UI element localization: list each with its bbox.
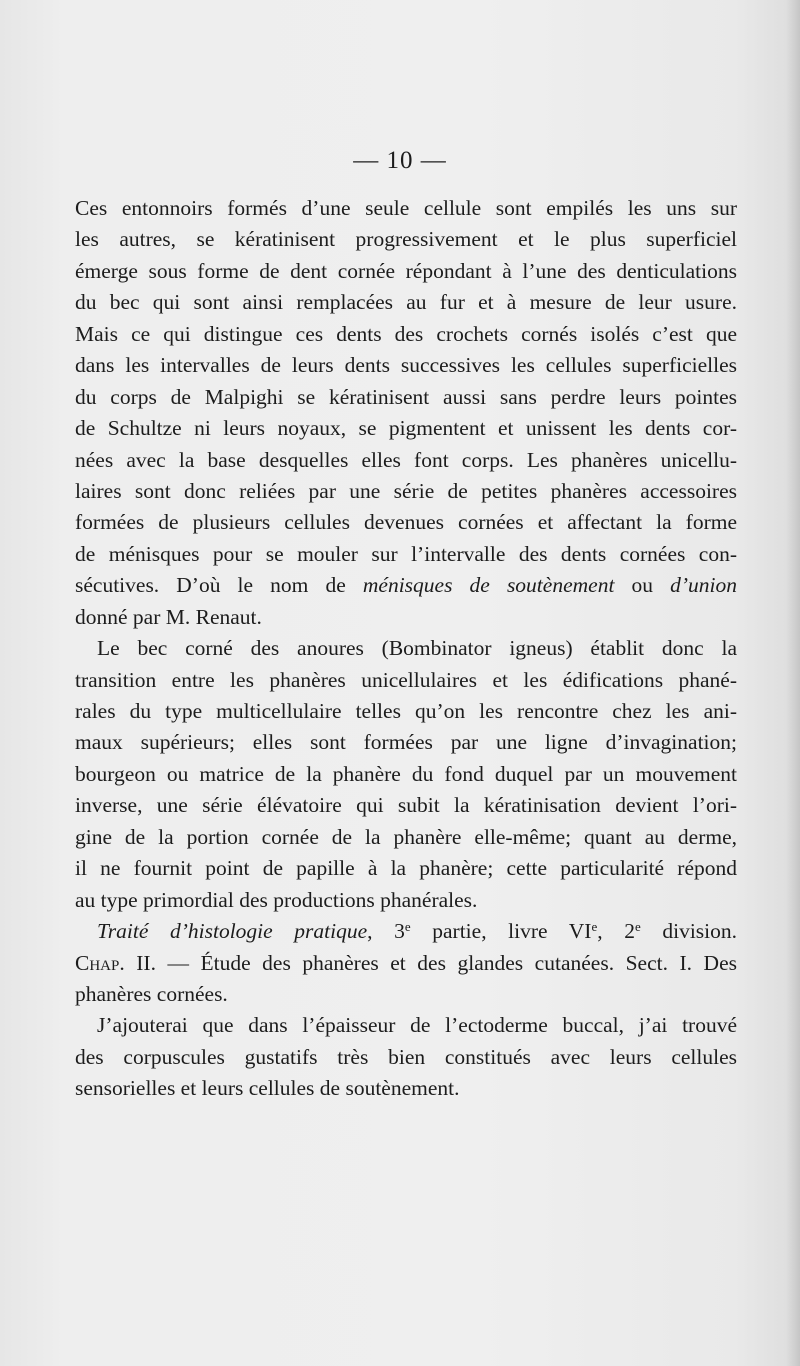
text-line: dans les intervalles de leurs dents successives les cellules superficielles <box>75 353 737 378</box>
text-line: il ne fournit point de papille à la phanère; cette particularité répond <box>75 856 737 881</box>
text-line: gine de la portion cornée de la phanère elle-même; quant au derme, <box>75 824 737 849</box>
text-line: des corpuscules gustatifs très bien constitués avec leurs cellules <box>75 1044 737 1069</box>
paragraph-first-line: J’ajouterai que dans l’épaisseur de l’ectoderme buccal, j’ai trouvé <box>97 1013 737 1038</box>
italic-term: ménisques de soutènement <box>362 573 615 598</box>
text-line: de ménisques pour se mouler sur l’intervalle des dents cornées con- <box>75 541 737 566</box>
text-line: du bec qui sont ainsi remplacées au fur et à mesure de leur usure. <box>75 290 737 315</box>
text-line: formées de plusieurs cellules devenues cornées et affectant la forme <box>75 510 737 535</box>
text-line: inverse, une série élévatoire qui subit la kératinisation devient l’ori- <box>75 793 737 818</box>
paragraph-end-line: donné par M. Renaut. <box>75 604 262 629</box>
citation-line <box>75 916 737 947</box>
text-run: , 3 <box>367 919 405 944</box>
text-run: partie, livre VI <box>410 919 592 944</box>
citation-title: Traité d’histologie pratique <box>97 919 368 944</box>
text-line: Mais ce qui distingue ces dents des crochets cornés isolés c’est que <box>75 321 737 346</box>
page-edge-shadow <box>786 0 800 1366</box>
page-number: — 10 — <box>353 147 447 174</box>
paragraph-end-line: au type primordial des productions phanérales. <box>75 887 478 912</box>
text-line: maux supérieurs; elles sont formées par une ligne d’invagination; <box>75 730 737 755</box>
text-line: Ces entonnoirs formés d’une seule cellule sont empilés les uns sur <box>75 196 737 220</box>
text-line: nées avec la base desquelles elles font corps. Les phanères unicellu- <box>75 447 737 472</box>
italic-term: d’union <box>670 573 738 598</box>
superscript: e <box>404 919 411 935</box>
text-run: , 2 <box>597 919 635 944</box>
superscript: e <box>591 919 598 935</box>
paragraph-end-line: phanères cornées. <box>75 981 228 1006</box>
paragraph-end-line: sensorielles et leurs cellules de soutènement. <box>75 1076 460 1101</box>
text-line: du corps de Malpighi se kératinisent aussi sans perdre leurs pointes <box>75 384 737 409</box>
body-text <box>75 193 737 1105</box>
citation-line <box>75 948 737 979</box>
text-line: de Schultze ni leurs noyaux, se pigmentent et unissent les dents cor- <box>75 416 737 441</box>
text-line: émerge sous forme de dent cornée répondant à l’une des denticulations <box>75 258 737 283</box>
text-run: sécutives. D’où le nom de <box>75 573 363 598</box>
text-line: les autres, se kératinisent progressivement et le plus superficiel <box>75 227 737 252</box>
text-run: ou <box>614 573 671 598</box>
text-line: bourgeon ou matrice de la phanère du fond duquel par un mouvement <box>75 761 737 786</box>
chapter-label: Chap. <box>75 950 125 975</box>
text-run: II. — Étude des phanères et des glandes cutanées. Sect. I. Des <box>124 950 737 975</box>
text-line: laires sont donc reliées par une série de petites phanères accessoires <box>75 478 737 503</box>
text-line: transition entre les phanères unicellulaires et les édifications phané- <box>75 667 737 692</box>
paragraph-first-line: Le bec corné des anoures (Bombinator igneus) établit donc la <box>97 636 737 661</box>
text-line-with-italics <box>75 570 737 601</box>
text-line: rales du type multicellulaire telles qu’on les rencontre chez les ani- <box>75 699 737 723</box>
text-run: division. <box>640 919 738 944</box>
superscript: e <box>634 919 641 935</box>
